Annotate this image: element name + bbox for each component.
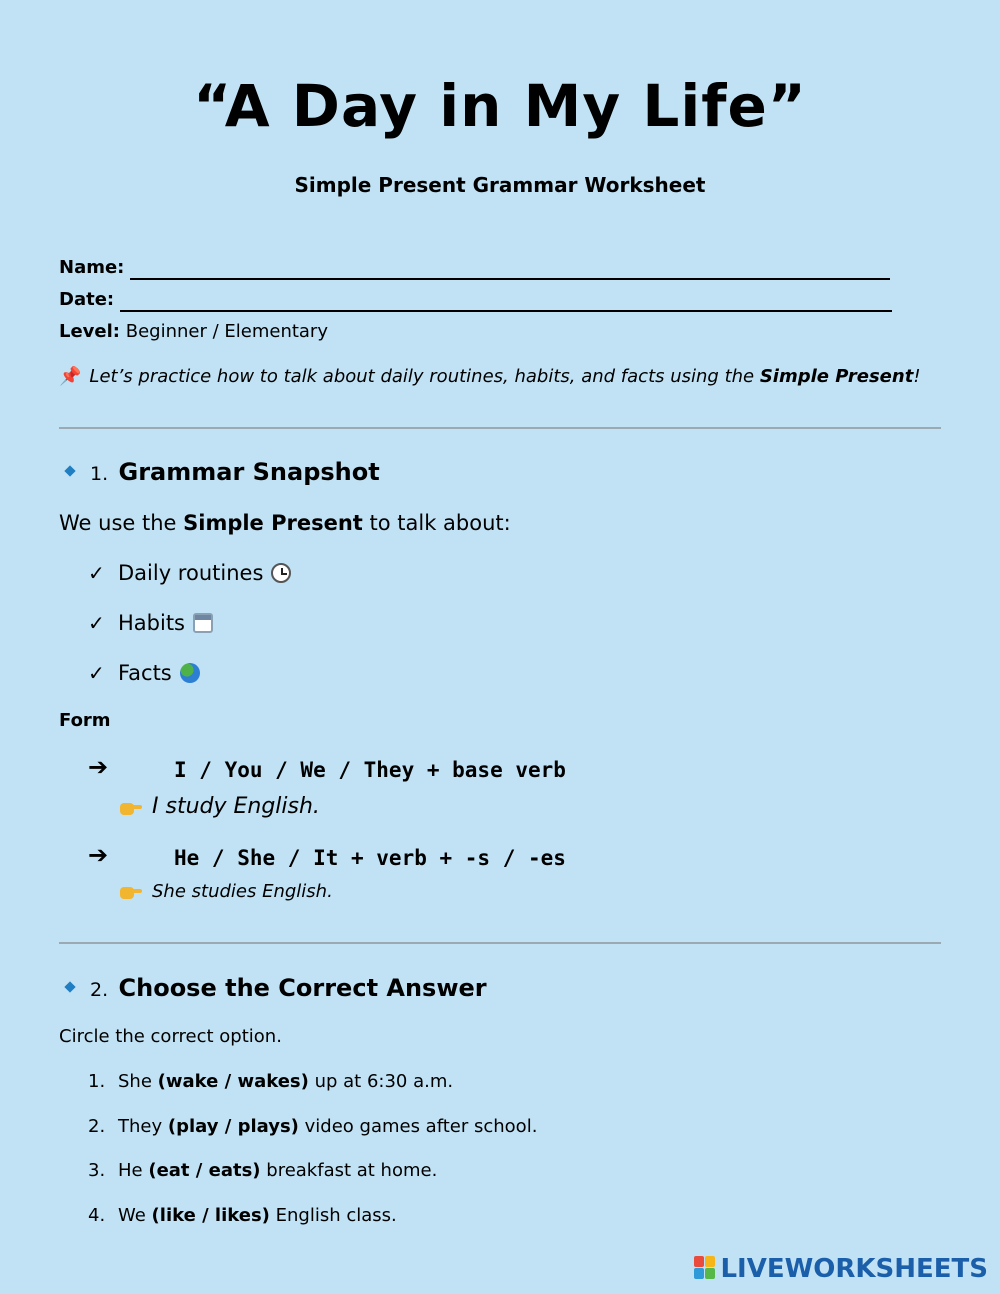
brand-text: LIVEWORKSHEETS	[720, 1254, 988, 1284]
pointing-hand-icon	[120, 883, 142, 899]
form-label: Form	[59, 710, 111, 731]
intro-end: !	[913, 366, 921, 387]
intro-text: Let’s practice how to talk about daily routines, habits, and facts using the	[89, 366, 760, 387]
answer-options[interactable]: (wake / wakes)	[157, 1071, 309, 1092]
section1-heading	[62, 455, 380, 491]
answer-options[interactable]: (like / likes)	[151, 1205, 270, 1226]
section2-heading	[62, 971, 487, 1007]
pushpin-icon: 📌	[59, 366, 82, 387]
date-label: Date:	[59, 289, 115, 310]
checkmark-icon: ✓	[88, 561, 105, 585]
level-field	[59, 320, 328, 344]
section2-title: Choose the Correct Answer	[118, 974, 487, 1002]
checkmark-icon: ✓	[88, 611, 105, 635]
liveworksheets-logo-icon	[694, 1256, 716, 1280]
rule-example: She studies English.	[120, 879, 333, 905]
level-value: Beginner / Elementary	[125, 321, 328, 342]
answer-options[interactable]: (play / plays)	[167, 1116, 299, 1137]
list-item: ✓ Facts	[88, 658, 200, 688]
divider	[59, 942, 941, 944]
list-item: ✓ Habits	[88, 608, 213, 638]
section1-number: 1.	[90, 463, 109, 485]
rule-pattern: He / She / It + verb + -s / -es	[174, 846, 566, 870]
globe-icon	[180, 663, 200, 683]
section2-instruction: Circle the correct option.	[59, 1026, 282, 1047]
question-item: 4. We (like / likes) English class.	[88, 1205, 397, 1226]
calendar-icon	[193, 613, 213, 633]
rule-example: I study English.	[120, 792, 320, 822]
answer-options[interactable]: (eat / eats)	[148, 1160, 261, 1181]
arrow-right-icon: ➔	[88, 841, 109, 869]
level-label: Level:	[59, 321, 120, 342]
name-field	[59, 256, 890, 280]
name-blank[interactable]	[130, 260, 890, 280]
checkmark-icon: ✓	[88, 661, 105, 685]
intro-bold: Simple Present	[759, 366, 914, 387]
clock-icon	[271, 563, 291, 583]
question-item: 2. They (play / plays) video games after school.	[88, 1116, 538, 1137]
intro-line	[59, 364, 921, 390]
worksheet-subtitle: Simple Present Grammar Worksheet	[294, 173, 706, 197]
section1-lead: We use the Simple Present to talk about:	[59, 511, 511, 535]
pointing-hand-icon	[120, 799, 142, 815]
question-item: 3. He (eat / eats) breakfast at home.	[88, 1160, 438, 1181]
question-item: 1. She (wake / wakes) up at 6:30 a.m.	[88, 1071, 454, 1092]
date-blank[interactable]	[120, 292, 892, 312]
diamond-bullet-icon	[64, 465, 75, 476]
date-field	[59, 288, 892, 312]
worksheet-title: “A Day in My Life”	[193, 72, 807, 140]
name-label: Name:	[59, 257, 125, 278]
arrow-right-icon: ➔	[88, 753, 109, 781]
liveworksheets-brand[interactable]	[694, 1252, 988, 1286]
list-item: ✓ Daily routines	[88, 558, 291, 588]
diamond-bullet-icon	[64, 981, 75, 992]
divider	[59, 427, 941, 429]
section1-title: Grammar Snapshot	[118, 458, 380, 486]
section2-number: 2.	[90, 979, 109, 1001]
rule-pattern: I / You / We / They + base verb	[174, 758, 566, 782]
